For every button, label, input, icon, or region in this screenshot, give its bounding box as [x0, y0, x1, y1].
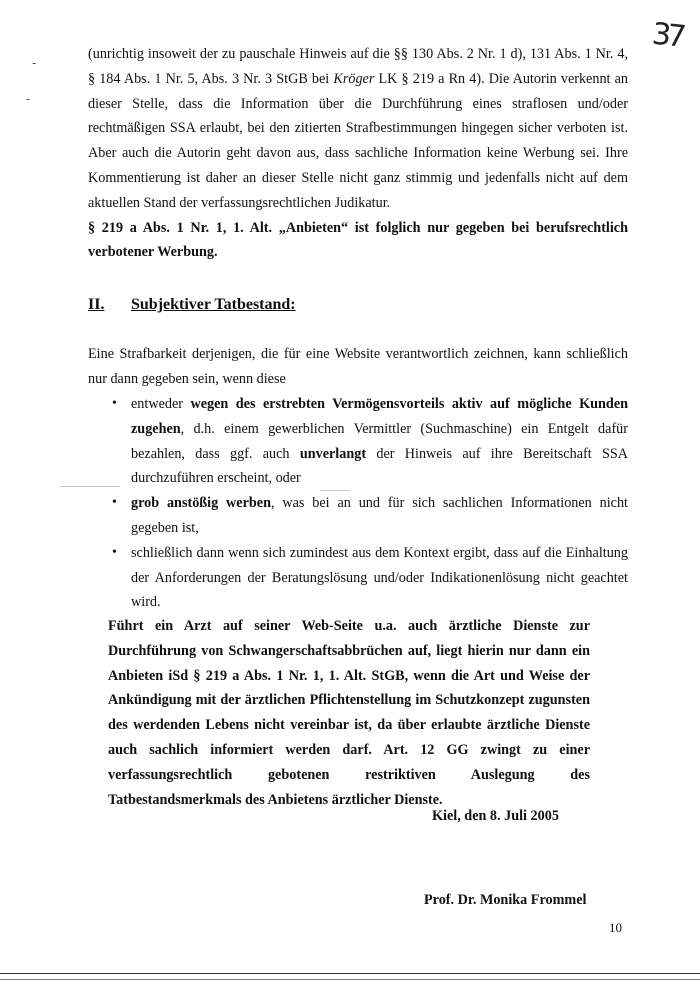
intro-text: Eine Strafbarkeit derjenigen, die für eine Website verantwortlich zeichnen, kann schließlich nur dann gegeben sein, wenn diese — [88, 346, 628, 387]
paragraph-text: LK § 219 a Rn 4). Die Autorin verkennt an dieser Stelle, dass die Information über die Durchführung eines straflosen und/oder rechtmäßigen SSA erlaubt, bei den zitierten Strafbestimmungen hingegen sicher verboten ist. Aber auch die Autorin geht davon aus, dass sachliche Information keine Werbung sei. Ihre Kommentierung ist daher an dieser Stelle nicht ganz stimmig und jedenfalls nicht auf dem aktuellen Stand der verfassungsrechtlichen Judikatur. — [88, 70, 629, 211]
conclusion-paragraph: Führt ein Arzt auf seiner Web-Seite u.a. auch ärztliche Dienste zur Durchführung von Schwangerschaftsabbrüchen auf, liegt hierin nur dann ein Anbieten iSd § 219 a Abs. 1 Nr. 1, 1. Alt. StGB, wenn die Art und Weise der Ankündigung mit der ärztlichen Pflichtenstellung im Schutzkonzept zugunsten des werdenden Lebens nicht vereinbar ist, da über erlaubte ärztliche Dienste auch sachlich informiert werden darf. Art. 12 GG zwingt zu einer verfassungsrechtlich gebotenen restriktiven Auslegung des Tatbestandsmerkmals des Anbietens ärztlicher Dienste. — [108, 618, 590, 808]
page-number: 10 — [609, 920, 622, 935]
footer-rule — [0, 973, 700, 974]
section-heading — [88, 296, 296, 314]
condition-list — [88, 392, 628, 615]
scan-artifact — [320, 490, 350, 491]
signature-name: Prof. Dr. Monika Frommel — [424, 892, 587, 908]
cited-author: Kröger — [333, 70, 375, 87]
margin-mark: - — [26, 92, 31, 106]
list-item: • grob anstößig werben, was bei an und für sich sachlichen Informationen nicht gegeben ist, — [88, 491, 628, 541]
section-title: Subjektiver Tatbestand: — [131, 296, 296, 313]
handwritten-page-mark: 37 — [650, 16, 684, 55]
list-item: • schließlich dann wenn sich zumindest aus dem Kontext ergibt, dass auf die Einhaltung der Anforderungen der Beratungslösung und/oder Indikationenlösung nicht geachtet wird. — [88, 541, 628, 615]
bullet-icon: • — [112, 495, 117, 511]
intro-paragraph — [88, 342, 628, 392]
scan-artifact — [60, 486, 120, 487]
section-number: II. — [88, 296, 105, 313]
paragraph-citation-critique — [88, 42, 628, 265]
footer-rule — [0, 979, 700, 980]
place-date: Kiel, den 8. Juli 2005 — [432, 808, 559, 824]
bullet-icon: • — [112, 544, 117, 560]
bullet-icon: • — [112, 396, 117, 411]
margin-mark: - — [32, 56, 37, 70]
paragraph-text: (unrichtig insoweit der zu pauschale Hinweis auf die §§ 130 Abs. 2 Nr. 1 d), 131 Abs. 1 Nr. 4, § 184 Abs. 1 Nr. 5, Abs. 3 Nr. 3 StGB bei — [88, 46, 628, 87]
list-item: • entweder wegen des erstrebten Vermögensvorteils aktiv auf mögliche Kunden zugehen, d.h. einem gewerblichen Vermittler (Suchmaschine) ein Entgelt dafür bezahlen, dass ggf. auch unverlangt der Hinweis auf ihre Bereitschaft SSA durchzuführen erscheint, oder — [88, 392, 628, 491]
bold-statement: § 219 a Abs. 1 Nr. 1, 1. Alt. „Anbieten“ ist folglich nur gegeben bei berufsrechtlich verbotener Werbung. — [88, 219, 628, 261]
